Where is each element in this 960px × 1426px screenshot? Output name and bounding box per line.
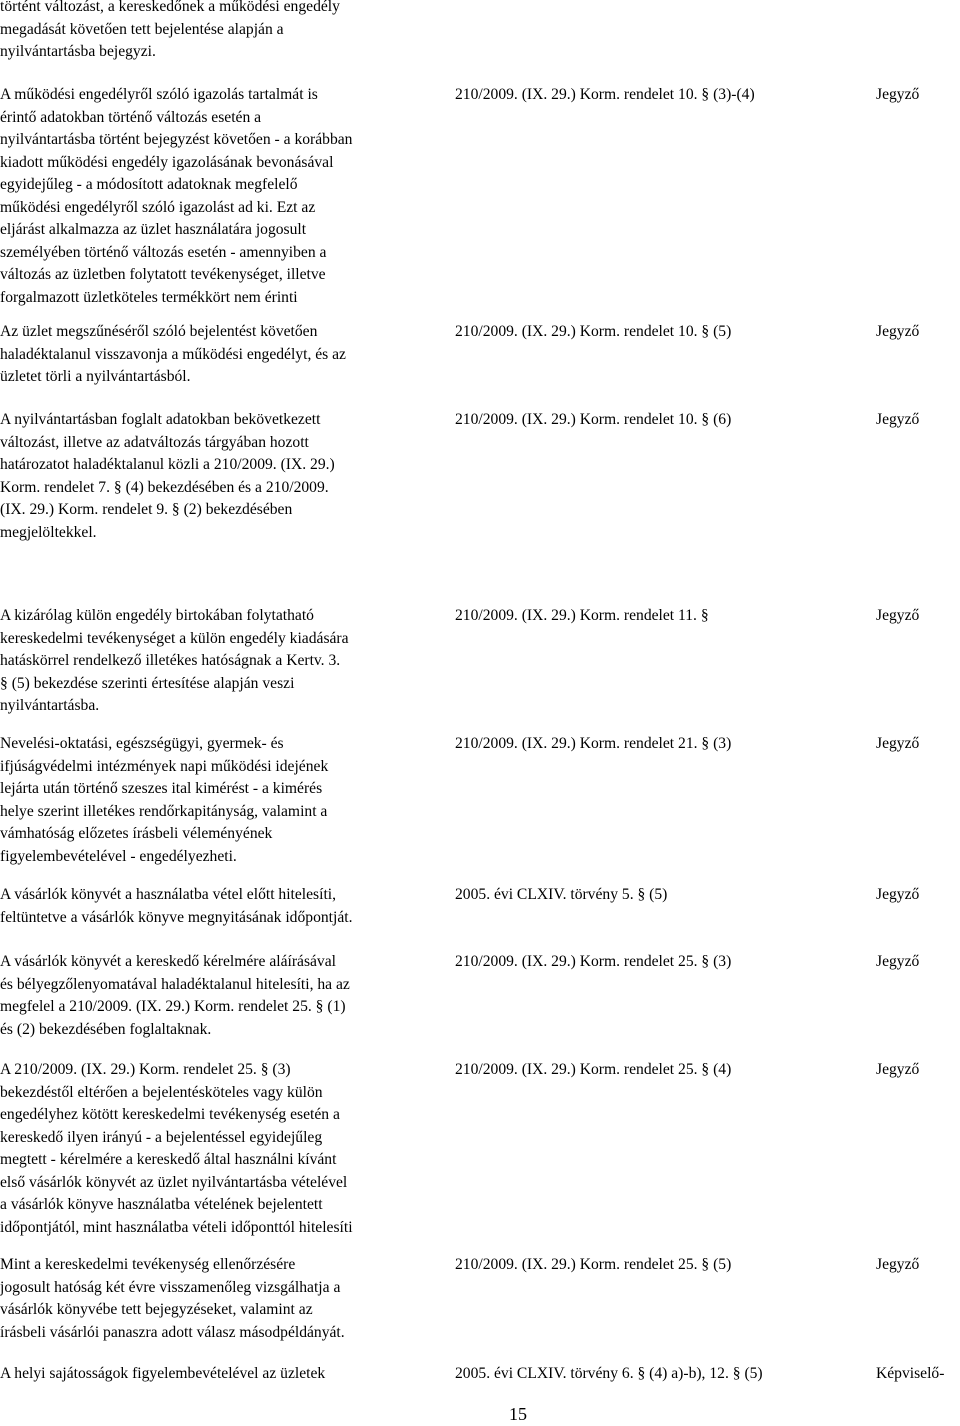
row-description [0,733,430,868]
description-line: kiadott működési engedély igazolásának bevonásával [0,153,334,171]
description-line: üzletet törli a nyilvántartásból. [0,368,191,385]
description-line: megtett - kérelmére a kereskedő által használni kívánt [0,1151,337,1168]
description-line: érintő adatokban történő változás esetén a [0,108,262,126]
authority: Jegyző [876,953,920,970]
description-line: egyidejűleg - a módosított adatoknak megfelelő [0,176,298,193]
description-line: A vásárlók könyvét a kereskedő kérelmére aláírásával [0,953,336,970]
description-line: A kizárólag külön engedély birtokában folytatható [0,607,314,624]
description-line: nyilvántartásba bejegyzi. [0,43,156,60]
authority: Jegyző [876,886,920,903]
row-description [0,409,430,544]
description-line: működési engedélyről szóló igazolást ad ki. Ezt az [0,198,316,216]
row-description [0,1059,430,1239]
description-line: figyelembevételével - engedélyezheti. [0,847,237,865]
description-line: megjelöltekkel. [0,523,97,541]
description-line: határozatot haladéktalanul közli a 210/2009. (IX. 29.) [0,456,335,473]
description-line: A nyilvántartásban foglalt adatokban bekövetkezett [0,411,321,428]
legal-reference: 2005. évi CLXIV. törvény 5. § (5) [455,886,668,903]
description-line: engedélyhez kötött kereskedelmi tevékenység esetén a [0,1106,340,1123]
description-line: írásbeli vásárlói panaszra adott válasz másodpéldányát. [0,1323,345,1341]
legal-reference: 210/2009. (IX. 29.) Korm. rendelet 25. § (3) [455,953,732,970]
authority: Jegyző [876,607,920,624]
description-line: változást, illetve az adatváltozás tárgyában hozott [0,433,309,451]
description-line: történt változást, a kereskedőnek a működési engedély [0,0,340,15]
row-description [0,951,430,1041]
legal-reference: 210/2009. (IX. 29.) Korm. rendelet 10. § (3)-(4) [455,86,755,103]
description-line: és bélyegzőlenyomatával haladéktalanul hitelesíti, ha az [0,975,350,993]
row-description [0,84,430,309]
row-description [0,884,430,929]
legal-reference: 210/2009. (IX. 29.) Korm. rendelet 10. § (5) [455,323,732,340]
description-line: A vásárlók könyvét a használatba vétel előtt hitelesíti, [0,886,337,903]
legal-reference: 210/2009. (IX. 29.) Korm. rendelet 21. § (3) [455,735,732,752]
description-line: személyében történő változás esetén - amennyiben a [0,243,327,261]
row-description [0,1363,430,1386]
authority: Jegyző [876,1256,920,1273]
description-line: megadását követően tett bejelentése alapján a [0,20,284,38]
row-description [0,0,430,64]
description-line: a vásárlók könyve használatba vételének bejelentett [0,1196,323,1213]
description-line: nyilvántartásba történt bejegyzést követően - a korábban [0,131,353,148]
description-line: kereskedelmi tevékenységet a külön engedély kiadására [0,629,349,647]
description-line: A működési engedélyről szóló igazolás tartalmát is [0,86,318,103]
description-line: haladéktalanul visszavonja a működési engedélyt, és az [0,345,346,363]
description-line: lejárta után történő szeszes ital kimérést - a kimérés [0,780,323,797]
description-line: megfelel a 210/2009. (IX. 29.) Korm. rendelet 25. § (1) [0,998,346,1015]
legal-reference: 2005. évi CLXIV. törvény 6. § (4) a)-b), 12. § (5) [455,1365,763,1382]
description-line: ifjúságvédelmi intézmények napi működési idejének [0,757,329,775]
description-line: bekezdéstől eltérően a bejelentésköteles vagy külön [0,1083,323,1101]
description-line: vámhatóság előzetes írásbeli véleményének [0,825,273,842]
legal-reference: 210/2009. (IX. 29.) Korm. rendelet 11. § [455,607,709,624]
description-line: eljárást alkalmazza az üzlet használatára jogosult [0,221,307,238]
authority: Képviselő- [876,1365,945,1382]
description-line: Korm. rendelet 7. § (4) bekezdésében és a 210/2009. [0,478,329,496]
authority: Jegyző [876,323,920,340]
description-line: § (5) bekezdése szerinti értesítése alapján veszi [0,674,295,692]
row-description [0,605,430,718]
legal-reference: 210/2009. (IX. 29.) Korm. rendelet 10. § (6) [455,411,732,428]
row-description [0,1254,430,1344]
authority: Jegyző [876,86,920,103]
description-line: helye szerint illetékes rendőrkapitányság, valamint a [0,802,328,820]
authority: Jegyző [876,735,920,752]
description-line: időpontjától, mint használatba vételi időponttól hitelesíti [0,1218,353,1236]
description-line: feltüntetve a vásárlók könyve megnyitásának időpontját. [0,908,353,926]
description-line: vásárlók könyvébe tett bejegyzéseket, valamint az [0,1301,313,1318]
authority: Jegyző [876,411,920,428]
description-line: hatáskörrel rendelkező illetékes hatóságnak a Kertv. 3. [0,652,341,669]
description-line: A 210/2009. (IX. 29.) Korm. rendelet 25. § (3) [0,1061,291,1078]
description-line: nyilvántartásba. [0,697,100,714]
legal-reference: 210/2009. (IX. 29.) Korm. rendelet 25. § (5) [455,1256,732,1273]
description-line: változás az üzletben folytatott tevékenységet, illetve [0,266,326,283]
authority: Jegyző [876,1061,920,1078]
description-line: (IX. 29.) Korm. rendelet 9. § (2) bekezdésében [0,501,293,518]
description-line: A helyi sajátosságok figyelembevételével az üzletek [0,1365,326,1382]
description-line: és (2) bekezdésében foglaltaknak. [0,1020,212,1038]
page-number: 15 [509,1404,527,1424]
description-line: Nevelési-oktatási, egészségügyi, gyermek- és [0,735,284,752]
row-description [0,321,430,389]
description-line: kereskedő ilyen irányú - a bejelentéssel egyidejűleg [0,1128,323,1146]
description-line: Mint a kereskedelmi tevékenység ellenőrzésére [0,1256,296,1273]
description-line: első vásárlók könyvét az üzlet nyilvántartásba vételével [0,1173,348,1191]
description-line: Az üzlet megszűnéséről szóló bejelentést követően [0,323,318,340]
legal-reference: 210/2009. (IX. 29.) Korm. rendelet 25. § (4) [455,1061,732,1078]
description-line: forgalmazott üzletköteles termékkört nem érinti [0,288,298,306]
description-line: jogosult hatóság két évre visszamenőleg vizsgálhatja a [0,1278,341,1296]
